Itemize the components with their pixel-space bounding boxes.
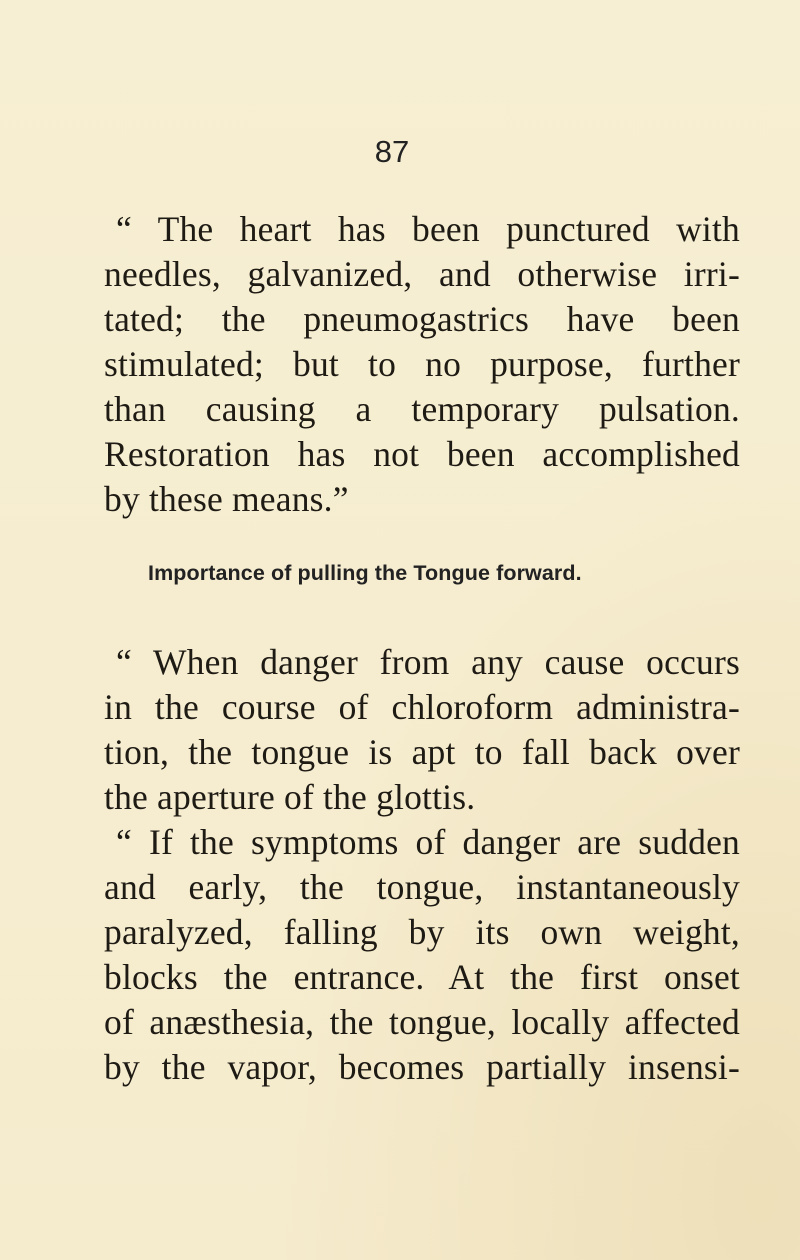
paragraph-1-line-3: tated; the pneumogastrics have been [104, 299, 740, 339]
paragraph-1-line-6: Restoration has not been accomplished [104, 434, 740, 474]
paragraph-3-line-4: blocks the entrance. At the first onset [104, 957, 740, 997]
section-heading: Importance of pulling the Tongue forward. [148, 561, 582, 585]
paragraph-1-line-5: than causing a temporary pulsation. [104, 389, 740, 429]
paragraph-3-line-6: by the vapor, becomes partially insensi- [104, 1047, 740, 1087]
paragraph-3-line-1: “ If the symptoms of danger are sudden [116, 822, 740, 862]
paragraph-3-line-5: of anæsthesia, the tongue, locally affected [104, 1002, 740, 1042]
paragraph-1-line-4: stimulated; but to no purpose, further [104, 344, 740, 384]
paragraph-1-line-7: by these means.” [104, 479, 349, 519]
paragraph-3-line-3: paralyzed, falling by its own weight, [104, 912, 740, 952]
paragraph-2-line-4: the aperture of the glottis. [104, 777, 476, 817]
paragraph-3-line-2: and early, the tongue, instantaneously [104, 867, 740, 907]
paragraph-1-line-1: “ The heart has been punctured with [116, 209, 740, 249]
paragraph-2-line-2: in the course of chloroform administra- [104, 687, 740, 727]
paragraph-1-line-2: needles, galvanized, and otherwise irri- [104, 254, 740, 294]
page-number: 87 [374, 134, 410, 169]
paragraph-2-line-1: “ When danger from any cause occurs [116, 642, 740, 682]
paragraph-2-line-3: tion, the tongue is apt to fall back over [104, 732, 740, 772]
